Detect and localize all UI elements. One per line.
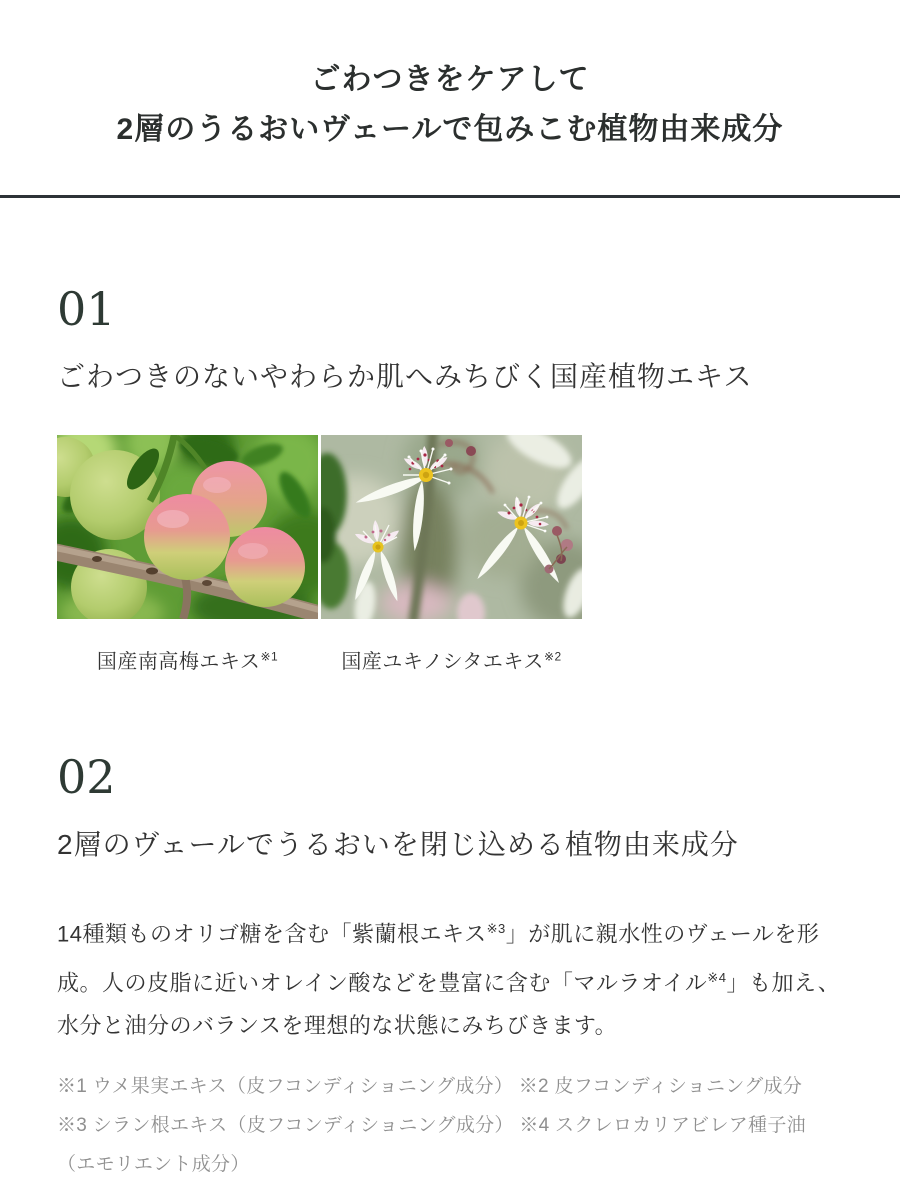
photo-caption-ume: [57, 645, 318, 674]
section-heading-01: ごわつきのないやわらか肌へみちびく国産植物エキス: [57, 361, 753, 392]
section-number-01: 01: [57, 282, 116, 336]
body-text-segment: 」も加え、水分と油分のバランスを理想的な状態にみちびきます。: [57, 969, 841, 1038]
title-line-2: 2層のうるおいヴェールで包みこむ植物由来成分: [116, 113, 784, 146]
page-title: [0, 55, 900, 155]
caption-footnote-ref: ※1: [260, 648, 279, 663]
page-header: [0, 0, 900, 155]
title-line-1: ごわつきをケアして: [310, 63, 590, 96]
footnote-line: ※3 シラン根エキス（皮フコンディショニング成分） ※4 スクレロカリアビレア種子油: [57, 1114, 806, 1136]
ume-plums-photo: [57, 435, 318, 619]
footnotes: [57, 1067, 843, 1184]
footnote-line: ※1 ウメ果実エキス（皮フコンディショニング成分） ※2 皮フコンディショニング成分: [57, 1075, 803, 1097]
caption-text: 国産南高梅エキス: [96, 650, 261, 673]
caption-text: 国産ユキノシタエキス: [341, 650, 544, 673]
body-paragraph: [57, 907, 847, 1047]
photo-caption-yukinoshita: [321, 645, 582, 674]
photo-row: [57, 435, 843, 619]
divider: [0, 195, 900, 198]
footnote-ref-3: ※3: [486, 921, 506, 937]
footnote-ref-4: ※4: [707, 969, 727, 985]
yukinoshita-flowers-photo: [321, 435, 582, 619]
footnote-line: （エモリエント成分）: [57, 1153, 250, 1175]
caption-row: [57, 645, 843, 674]
section-number-02: 02: [57, 749, 116, 804]
caption-footnote-ref: ※2: [543, 648, 562, 663]
section-heading-02: 2層のヴェールでうるおいを閉じ込める植物由来成分: [57, 828, 739, 860]
body-text-segment: 」が肌に親水性のヴェールを形成。人の皮脂に近いオレイン酸などを豊富に含む「マルラオイル: [57, 921, 820, 995]
body-text-segment: 14種類ものオリゴ糖を含む「紫蘭根エキス: [57, 921, 487, 947]
content: [0, 282, 900, 1184]
